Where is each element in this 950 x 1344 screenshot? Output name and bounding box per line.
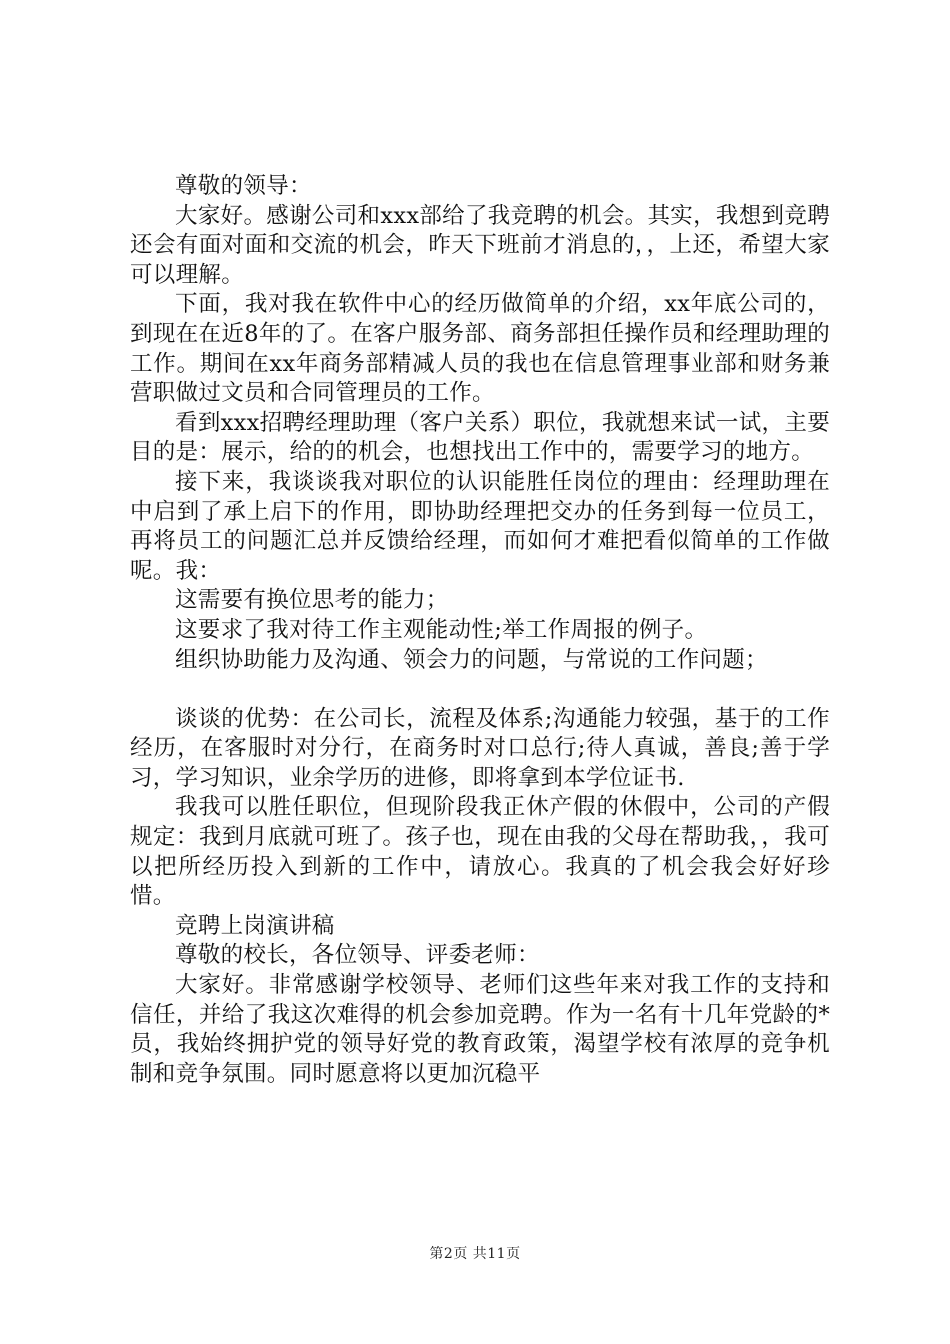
paragraph: 组织协助能力及沟通、领会力的问题，与常说的工作问题；	[175, 646, 768, 673]
paragraph: 谈谈的优势：在公司长，流程及体系;沟通能力较强，基于的工作经历，在客服时对分行，在商务时对口总行;待人真诚，善良;善于学习，学习知识，业余学历的进修，即将拿到本学位证书.	[130, 705, 830, 791]
paragraph: 接下来，我谈谈我对职位的认识能胜任岗位的理由：经理助理在中启到了承上启下的作用，即协助经理把交办的任务到每一位员工，再将员工的问题汇总并反馈给经理，而如何才难把看似简单的工作做呢。我：	[130, 468, 830, 584]
paragraph: 看到xxx招聘经理助理（客户关系）职位，我就想来试一试，主要目的是：展示，给的的机会，也想找出工作中的，需要学习的地方。	[130, 409, 830, 466]
paragraph: 大家好。感谢公司和xxx部给了我竞聘的机会。其实，我想到竞聘还会有面对面和交流的机会，昨天下班前才消息的，，上还，希望大家可以理解。	[130, 202, 830, 288]
paragraph: 尊敬的领导：	[175, 173, 312, 199]
section-title: 竞聘上岗演讲稿	[175, 912, 335, 939]
paragraph: 我我可以胜任职位，但现阶段我正休产假的休假中，公司的产假规定：我到月底就可班了。孩子也，现在由我的父母在帮助我，，我可以把所经历投入到新的工作中，请放心。我真的了机会我会好好珍惜。	[130, 794, 830, 910]
paragraph: 大家好。非常感谢学校领导、老师们这些年来对我工作的支持和信任，并给了我这次难得的机会参加竞聘。作为一名有十几年党龄的*员，我始终拥护党的领导好党的教育政策，渴望学校有浓厚的竞争机制和竞争氛围。同时愿意将以更加沉稳平	[130, 972, 830, 1087]
paragraph: 这需要有换位思考的能力；	[175, 587, 449, 614]
blank-line	[130, 675, 830, 705]
page-number-footer: 第2页 共11页	[429, 1246, 521, 1262]
paragraph: 尊敬的校长，各位领导、评委老师：	[175, 942, 540, 969]
document-body	[130, 172, 830, 1089]
paragraph: 下面，我对我在软件中心的经历做简单的介绍，xx年底公司的，到现在在近8年的了。在客户服务部、商务部担任操作员和经理助理的工作。期间在xx年商务部精减人员的我也在信息管理事业部和财务兼营职做过文员和合同管理员的工作。	[130, 291, 830, 407]
paragraph: 这要求了我对待工作主观能动性;举工作周报的例子。	[175, 616, 708, 643]
